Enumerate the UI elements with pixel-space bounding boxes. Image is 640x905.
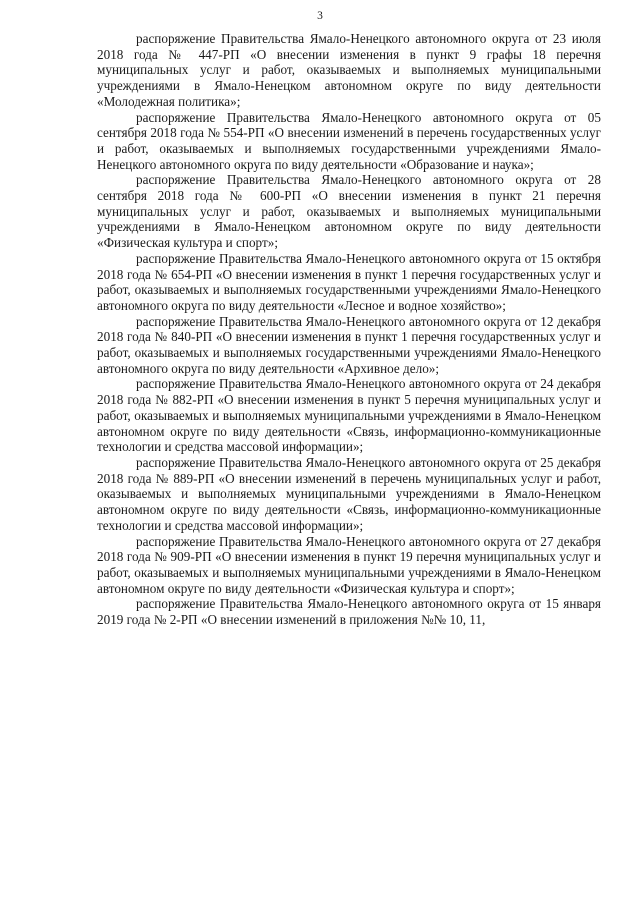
paragraph-order-889: распоряжение Правительства Ямало-Ненецкого автономного округа от 25 декабря 2018 года № 889-РП «О внесении изменений в перечень муниципальных услуг и работ, оказываемых и выполняемых муниципальными учреждениями в Ямало-Ненецком автономном округе по виду деятельности «Связь, информационно-коммуникационные технологии и средства массовой информации»; xyxy=(97,454,601,533)
paragraph-order-654: распоряжение Правительства Ямало-Ненецкого автономного округа от 15 октября 2018 года № 654-РП «О внесении изменения в пункт 1 перечня государственных услуг и работ, оказываемых и выполняемых государственными учреждениями Ямало-Ненецкого автономного округа по виду деятельности «Лесное и водное хозяйство»; xyxy=(97,250,601,313)
paragraph-order-909: распоряжение Правительства Ямало-Ненецкого автономного округа от 27 декабря 2018 года № 909-РП «О внесении изменения в пункт 19 перечня муниципальных услуг и работ, оказываемых и выполняемых муниципальными учреждениями в Ямало-Ненецком автономном округе по виду деятельности «Физическая культура и спорт»; xyxy=(97,533,601,596)
paragraph-order-840: распоряжение Правительства Ямало-Ненецкого автономного округа от 12 декабря 2018 года № 840-РП «О внесении изменения в пункт 1 перечня государственных услуг и работ, оказываемых и выполняемых государственными учреждениями Ямало-Ненецкого автономного округа по виду деятельности «Архивное дело»; xyxy=(97,313,601,376)
paragraph-order-447: распоряжение Правительства Ямало-Ненецкого автономного округа от 23 июля 2018 года № 447-РП «О внесении изменения в пункт 9 графы 18 перечня муниципальных услуг и работ, оказываемых и выполняемых муниципальными учреждениями в Ямало-Ненецком автономном округе по виду деятельности «Молодежная политика»; xyxy=(97,31,601,109)
paragraph-order-2: распоряжение Правительства Ямало-Ненецкого автономного округа от 15 января 2019 года № 2-РП «О внесении изменений в приложения №№ 10, 11, xyxy=(97,596,601,628)
paragraph-order-554: распоряжение Правительства Ямало-Ненецкого автономного округа от 05 сентября 2018 года № 554-РП «О внесении изменений в перечень государственных услуг и работ, оказываемых и выполняемых государственными учреждениями Ямало-Ненецкого автономного округа по виду деятельности «Образование и наука»; xyxy=(97,109,601,172)
page-number: 3 xyxy=(317,10,323,22)
paragraph-order-882: распоряжение Правительства Ямало-Ненецкого автономного округа от 24 декабря 2018 года № 882-РП «О внесении изменения в пункт 5 перечня муниципальных услуг и работ, оказываемых и выполняемых муниципальными учреждениями в Ямало-Ненецком автономном округе по виду деятельности «Связь, информационно-коммуникационные технологии и средства массовой информации»; xyxy=(97,376,601,455)
document-body xyxy=(97,31,601,628)
paragraph-order-600: распоряжение Правительства Ямало-Ненецкого автономного округа от 28 сентября 2018 года № 600-РП «О внесении изменения в пункт 21 перечня муниципальных услуг и работ, оказываемых и выполняемых муниципальными учреждениями в Ямало-Ненецком автономном округе по виду деятельности «Физическая культура и спорт»; xyxy=(97,172,601,251)
